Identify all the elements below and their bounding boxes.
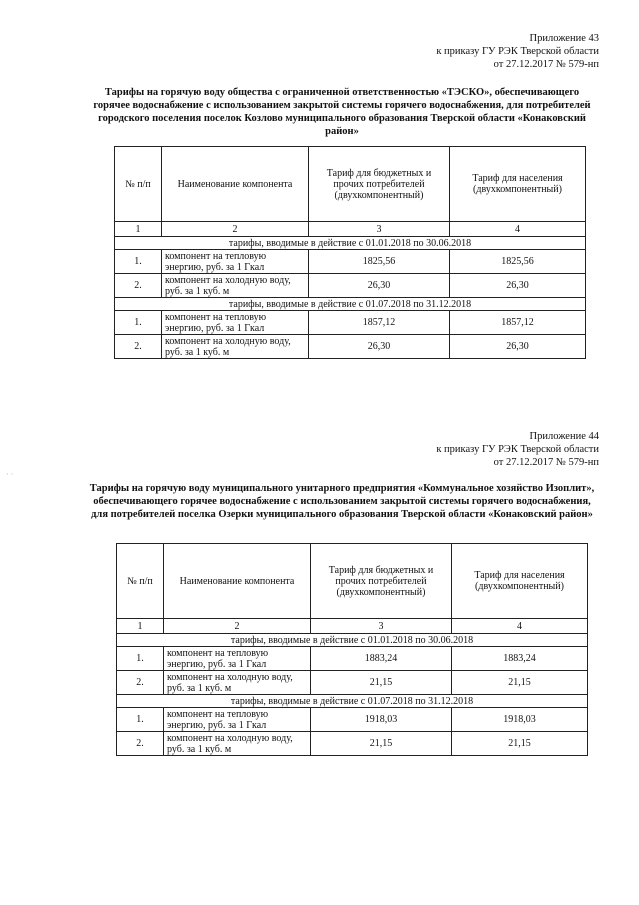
header-budget-tariff: Тариф для бюджетных и прочих потребителей (двухкомпонентный) <box>309 147 450 222</box>
appendix-order-ref: к приказу ГУ РЭК Тверской области <box>436 444 599 455</box>
column-index: 2 <box>162 222 309 237</box>
period-row <box>117 695 588 708</box>
tariff-title-44: Тарифы на горячую воду муниципального унитарного предприятия «Коммунальное хозяйство Изоплит», обеспечивающего горячее водоснабжение с использованием закрытой системы горячего водоснабжения, для потребителей поселка Озерки муниципального образования Тверской области «Конаковский район» <box>89 483 595 520</box>
period-label: тарифы, вводимые в действие с 01.01.2018 по 30.06.2018 <box>117 634 588 647</box>
appendix-number: Приложение 44 <box>529 431 599 442</box>
appendix-order-date: от 27.12.2017 № 579-нп <box>493 59 599 70</box>
tariff-table-43 <box>114 146 586 359</box>
row-budget-value: 26,30 <box>309 274 450 298</box>
row-population-value: 1883,24 <box>452 647 588 671</box>
row-component: компонент на холодную воду, руб. за 1 куб. м <box>162 274 309 298</box>
row-num: 2. <box>117 671 164 695</box>
table-header-row <box>117 544 588 619</box>
header-component: Наименование компонента <box>164 544 311 619</box>
column-index-row <box>117 619 588 634</box>
appendix-order-date: от 27.12.2017 № 579-нп <box>493 457 599 468</box>
column-index: 1 <box>117 619 164 634</box>
column-index: 3 <box>311 619 452 634</box>
row-budget-value: 1825,56 <box>309 250 450 274</box>
table-row <box>115 274 586 298</box>
row-component: компонент на тепловую энергию, руб. за 1 Гкал <box>164 647 311 671</box>
header-num: № п/п <box>115 147 162 222</box>
column-index-row <box>115 222 586 237</box>
column-index: 4 <box>450 222 586 237</box>
row-num: 1. <box>115 250 162 274</box>
header-budget-tariff: Тариф для бюджетных и прочих потребителей (двухкомпонентный) <box>311 544 452 619</box>
header-num: № п/п <box>117 544 164 619</box>
row-population-value: 1918,03 <box>452 708 588 732</box>
row-budget-value: 21,15 <box>311 671 452 695</box>
table-row <box>117 671 588 695</box>
row-num: 1. <box>117 708 164 732</box>
table-row <box>115 311 586 335</box>
period-label: тарифы, вводимые в действие с 01.07.2018 по 31.12.2018 <box>115 298 586 311</box>
period-label: тарифы, вводимые в действие с 01.01.2018 по 30.06.2018 <box>115 237 586 250</box>
header-population-tariff: Тариф для населения (двухкомпонентный) <box>452 544 588 619</box>
column-index: 1 <box>115 222 162 237</box>
row-component: компонент на холодную воду, руб. за 1 куб. м <box>164 732 311 756</box>
row-budget-value: 26,30 <box>309 335 450 359</box>
column-index: 3 <box>309 222 450 237</box>
row-num: 1. <box>117 647 164 671</box>
tariff-table-44 <box>116 543 588 756</box>
period-row <box>115 298 586 311</box>
row-population-value: 21,15 <box>452 732 588 756</box>
row-population-value: 1825,56 <box>450 250 586 274</box>
table-header-row <box>115 147 586 222</box>
row-component: компонент на тепловую энергию, руб. за 1 Гкал <box>162 311 309 335</box>
row-budget-value: 1883,24 <box>311 647 452 671</box>
row-component: компонент на холодную воду, руб. за 1 куб. м <box>162 335 309 359</box>
row-population-value: 26,30 <box>450 274 586 298</box>
scan-speck: · · <box>6 470 14 479</box>
period-row <box>115 237 586 250</box>
row-component: компонент на тепловую энергию, руб. за 1 Гкал <box>164 708 311 732</box>
column-index: 4 <box>452 619 588 634</box>
table-row <box>117 708 588 732</box>
appendix-43-header <box>436 32 599 71</box>
row-component: компонент на холодную воду, руб. за 1 куб. м <box>164 671 311 695</box>
row-budget-value: 1857,12 <box>309 311 450 335</box>
period-label: тарифы, вводимые в действие с 01.07.2018 по 31.12.2018 <box>117 695 588 708</box>
row-num: 2. <box>117 732 164 756</box>
row-budget-value: 21,15 <box>311 732 452 756</box>
row-num: 2. <box>115 274 162 298</box>
table-row <box>115 335 586 359</box>
row-population-value: 1857,12 <box>450 311 586 335</box>
table-row <box>115 250 586 274</box>
tariff-title-43: Тарифы на горячую воду общества с ограниченной ответственностью «ТЭСКО», обеспечивающего горячее водоснабжение с использованием закрытой системы горячего водоснабжения, для потребителей городского поселения поселок Козлово муниципального образования Тверской области «Конаковский район» <box>93 87 591 137</box>
row-num: 2. <box>115 335 162 359</box>
column-index: 2 <box>164 619 311 634</box>
table-row <box>117 647 588 671</box>
header-population-tariff: Тариф для населения (двухкомпонентный) <box>450 147 586 222</box>
period-row <box>117 634 588 647</box>
row-population-value: 21,15 <box>452 671 588 695</box>
appendix-44-header <box>436 430 599 469</box>
row-num: 1. <box>115 311 162 335</box>
header-component: Наименование компонента <box>162 147 309 222</box>
appendix-number: Приложение 43 <box>529 33 599 44</box>
row-population-value: 26,30 <box>450 335 586 359</box>
row-component: компонент на тепловую энергию, руб. за 1 Гкал <box>162 250 309 274</box>
table-row <box>117 732 588 756</box>
row-budget-value: 1918,03 <box>311 708 452 732</box>
appendix-order-ref: к приказу ГУ РЭК Тверской области <box>436 46 599 57</box>
